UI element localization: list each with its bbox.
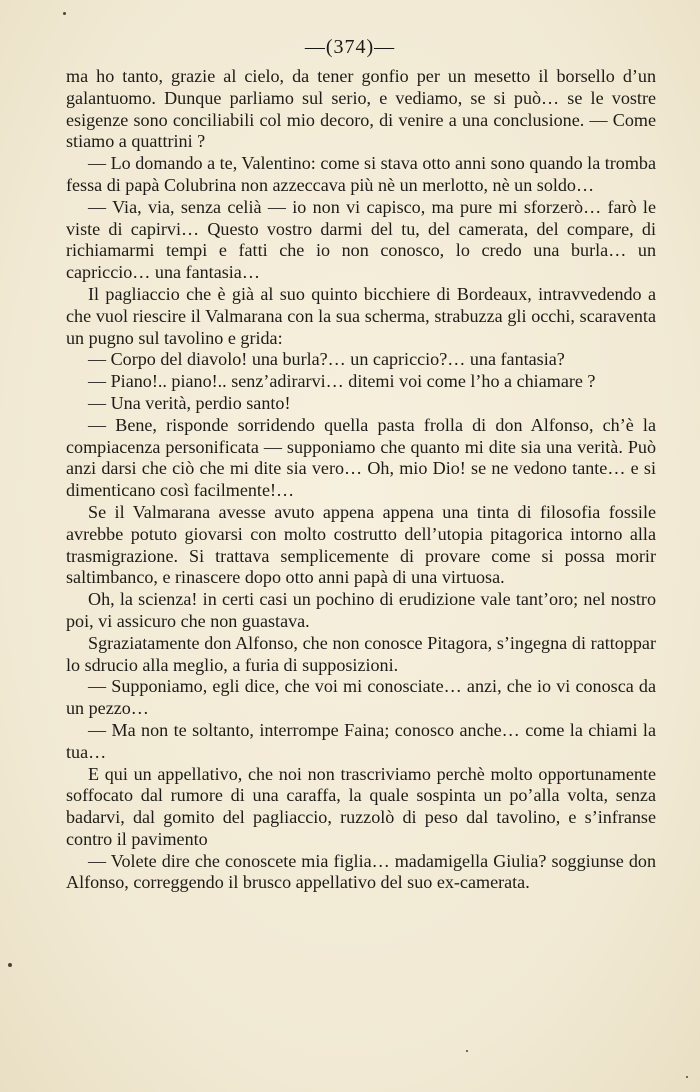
paper-speck: [63, 12, 66, 15]
paragraph: Sgraziatamente don Alfonso, che non conosce Pitagora, s’ingegna di rattoppar lo sdrucio alla meglio, a furia di supposizioni.: [66, 632, 656, 675]
paper-speck: [466, 1050, 468, 1052]
paragraph: Il pagliaccio che è già al suo quinto bicchiere di Bordeaux, intravvedendo a che vuol riescire il Valmarana con la sua scherma, strabuzza gli occhi, scaraventa un pugno sul tavolino e grida:: [66, 283, 656, 348]
paragraph: Se il Valmarana avesse avuto appena appena una tinta di filosofia fossile avrebbe potuto giovarsi con molto costrutto dell’utopia pitagorica intorno alla trasmigrazione. Si trattava semplicemente di provare come si possa morir saltimbanco, e rinascere dopo otto anni papà di una virtuosa.: [66, 501, 656, 588]
paragraph: — Bene, risponde sorridendo quella pasta frolla di don Alfonso, ch’è la compiacenza personificata — supponiamo che quanto mi dite sia una verità. Può anzi darsi che ciò che mi dite sia vero… Oh, mio Dio! se ne vedono tante… e si dimenticano così facilmente!…: [66, 414, 656, 501]
paragraph: ma ho tanto, grazie al cielo, da tener gonfio per un mesetto il borsello d’un galantuomo. Dunque parliamo sul serio, e vediamo, se si può… se le vostre esigenze sono conciliabili col mio decoro, di venire a una conclusione. — Come stiamo a quattrini ?: [66, 66, 656, 152]
paragraph: — Piano!.. piano!.. senz’adirarvi… ditemi voi come l’ho a chiamare ?: [88, 371, 596, 392]
body-text: [66, 66, 656, 894]
page-number: —(374)—: [304, 36, 396, 58]
paragraph: — Supponiamo, egli dice, che voi mi conosciate… anzi, che io vi conosca da un pezzo…: [66, 676, 656, 719]
paragraph: — Lo domando a te, Valentino: come si stava otto anni sono quando la tromba fessa di papà Colubrina non azzeccava più nè un merlotto, nè un soldo…: [66, 153, 656, 195]
paragraph: — Volete dire che conoscete mia figlia… madamigella Giulia? soggiunse don Alfonso, correggendo il brusco appellativo del suo ex-camerata.: [66, 850, 656, 893]
paragraph: — Corpo del diavolo! una burla?… un capriccio?… una fantasia?: [88, 349, 565, 370]
paragraph: — Ma non te soltanto, interrompe Faina; conosco anche… come la chiami la tua…: [66, 719, 656, 762]
paragraph: — Una verità, perdio santo!: [88, 392, 291, 413]
paragraph: Oh, la scienza! in certi casi un pochino di erudizione vale tant’oro; nel nostro poi, vi assicuro che non guastava.: [66, 589, 656, 631]
paper-speck: [686, 1076, 688, 1078]
paragraph: — Via, via, senza celià — io non vi capisco, ma pure mi sforzerò… farò le viste di capirvi… Questo vostro darmi del tu, del camerata, del compare, di richiamarmi tempi e fatti che io non conosco, lo credo una burla… un capriccio… una fantasia…: [66, 196, 656, 283]
paragraph: E qui un appellativo, che noi non trascriviamo perchè molto opportunamente soffocato dal rumore di una caraffa, la quale sospinta un po’alla volta, senza badarvi, dal gomito del pagliaccio, ruzzolò di peso dal tavolino, e s’infranse contro il pavimento: [66, 763, 656, 849]
paper-speck: [8, 963, 12, 967]
